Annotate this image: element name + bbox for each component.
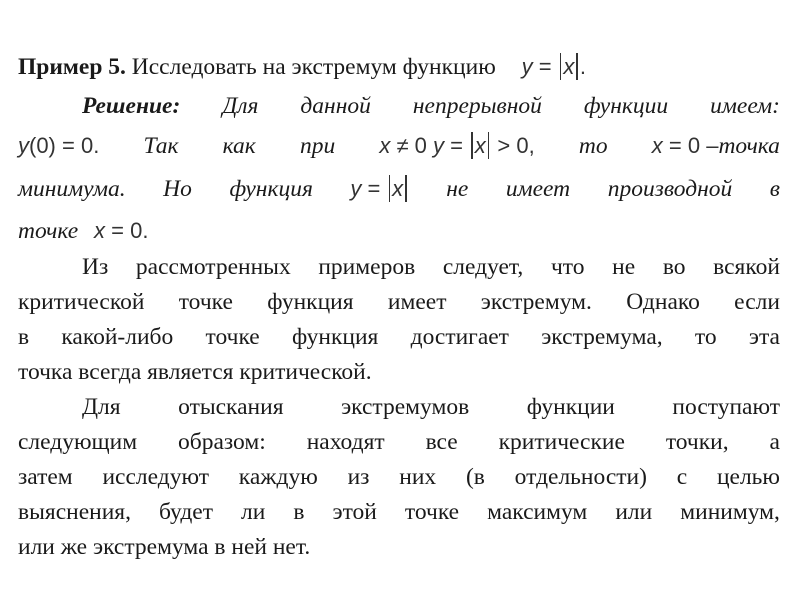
word: то [694, 324, 717, 350]
word: все [425, 429, 458, 455]
word: точке [18, 218, 79, 244]
word: имеет [387, 289, 447, 315]
word: минимума. [18, 176, 126, 202]
formula-y-of-zero: y(0) = 0. [18, 133, 100, 158]
word: экстремумов [341, 394, 470, 420]
word: непрерывной [412, 93, 542, 119]
word: не [446, 176, 469, 202]
example-task: Исследовать на экстремум функцию [131, 54, 496, 80]
word: функции [526, 394, 615, 420]
formula-condition: x ≠ 0 y = x > 0, [379, 133, 535, 158]
paragraph-3-line-2 [18, 428, 780, 456]
word: целью [716, 464, 780, 490]
example-heading [18, 53, 780, 81]
word: данной [300, 93, 371, 119]
formula-x-equals-zero: x = 0. [94, 218, 149, 243]
word: примеров [318, 254, 416, 280]
word: образом: [178, 429, 266, 455]
word: Так [143, 133, 179, 159]
word: рассмотренных [135, 254, 291, 280]
solution-line-4 [18, 217, 780, 245]
word: всякой [713, 254, 780, 280]
word: критической [18, 289, 145, 315]
word: экстремум. [480, 289, 592, 315]
word: производной [607, 176, 733, 202]
word: или [615, 499, 653, 525]
word: каждую [238, 464, 318, 490]
word: следует, [442, 254, 524, 280]
solution-line-3 [18, 175, 780, 203]
word: что [550, 254, 585, 280]
word: отдельности) [514, 464, 647, 490]
word: имеет [505, 176, 571, 202]
solution-line-2 [18, 132, 780, 160]
word: исследуют [102, 464, 209, 490]
word: Из [82, 254, 109, 280]
example-label: Пример 5. [18, 54, 126, 80]
word: поступают [672, 394, 780, 420]
formula-y-abs-x-2: y = x [350, 175, 408, 203]
word: максимум [487, 499, 588, 525]
word: как [222, 133, 256, 159]
word: какой-либо [61, 324, 174, 350]
word: то [578, 133, 608, 159]
word: находят [306, 429, 385, 455]
word: функция [291, 324, 379, 350]
word: Для [82, 394, 121, 420]
word: точке [178, 289, 233, 315]
word: в [293, 499, 305, 525]
solution-label: Решение: [82, 93, 181, 119]
paragraph-3-line-1 [18, 393, 780, 421]
solution-line-1 [18, 92, 780, 120]
word: точке [205, 324, 260, 350]
word: имеем: [710, 93, 780, 119]
word: затем [18, 464, 73, 490]
word: достигает [410, 324, 509, 350]
word: функция [229, 176, 313, 202]
word: Но [163, 176, 192, 202]
formula-with-word: x = 0 –точка [651, 133, 780, 159]
word: ли [241, 499, 266, 525]
paragraph-3-line-3 [18, 463, 780, 491]
word: минимум, [680, 499, 780, 525]
word: в [18, 324, 30, 350]
word: функция [267, 289, 354, 315]
paragraph-2-line-2 [18, 288, 780, 316]
paragraph-3-line-4 [18, 498, 780, 526]
word: следующим [18, 429, 138, 455]
word: этой [332, 499, 377, 525]
word: эта [748, 324, 780, 350]
word: выяснения, [18, 499, 131, 525]
word: функции [583, 93, 669, 119]
word: будет [159, 499, 213, 525]
word: отыскания [178, 394, 284, 420]
paragraph-2-line-1 [18, 253, 780, 281]
word: при [299, 133, 336, 159]
word: не [612, 254, 636, 280]
formula-y-equals-abs-x: y = x . [521, 54, 587, 79]
word: точки, [665, 429, 729, 455]
word: Для [222, 93, 259, 119]
word: экстремума, [541, 324, 663, 350]
word: критические [498, 429, 625, 455]
word: из [347, 464, 370, 490]
paragraph-2-line-4: точка всегда является критической. [18, 359, 372, 385]
word: а [769, 429, 780, 455]
word: них [399, 464, 437, 490]
word: точке [404, 499, 460, 525]
word: в [769, 176, 780, 202]
word: с [676, 464, 688, 490]
word: если [734, 289, 780, 315]
word: (в [465, 464, 485, 490]
paragraph-3-line-5: или же экстремума в ней нет. [18, 534, 311, 560]
paragraph-2-line-3 [18, 323, 780, 351]
word: Однако [626, 289, 700, 315]
word: во [662, 254, 686, 280]
